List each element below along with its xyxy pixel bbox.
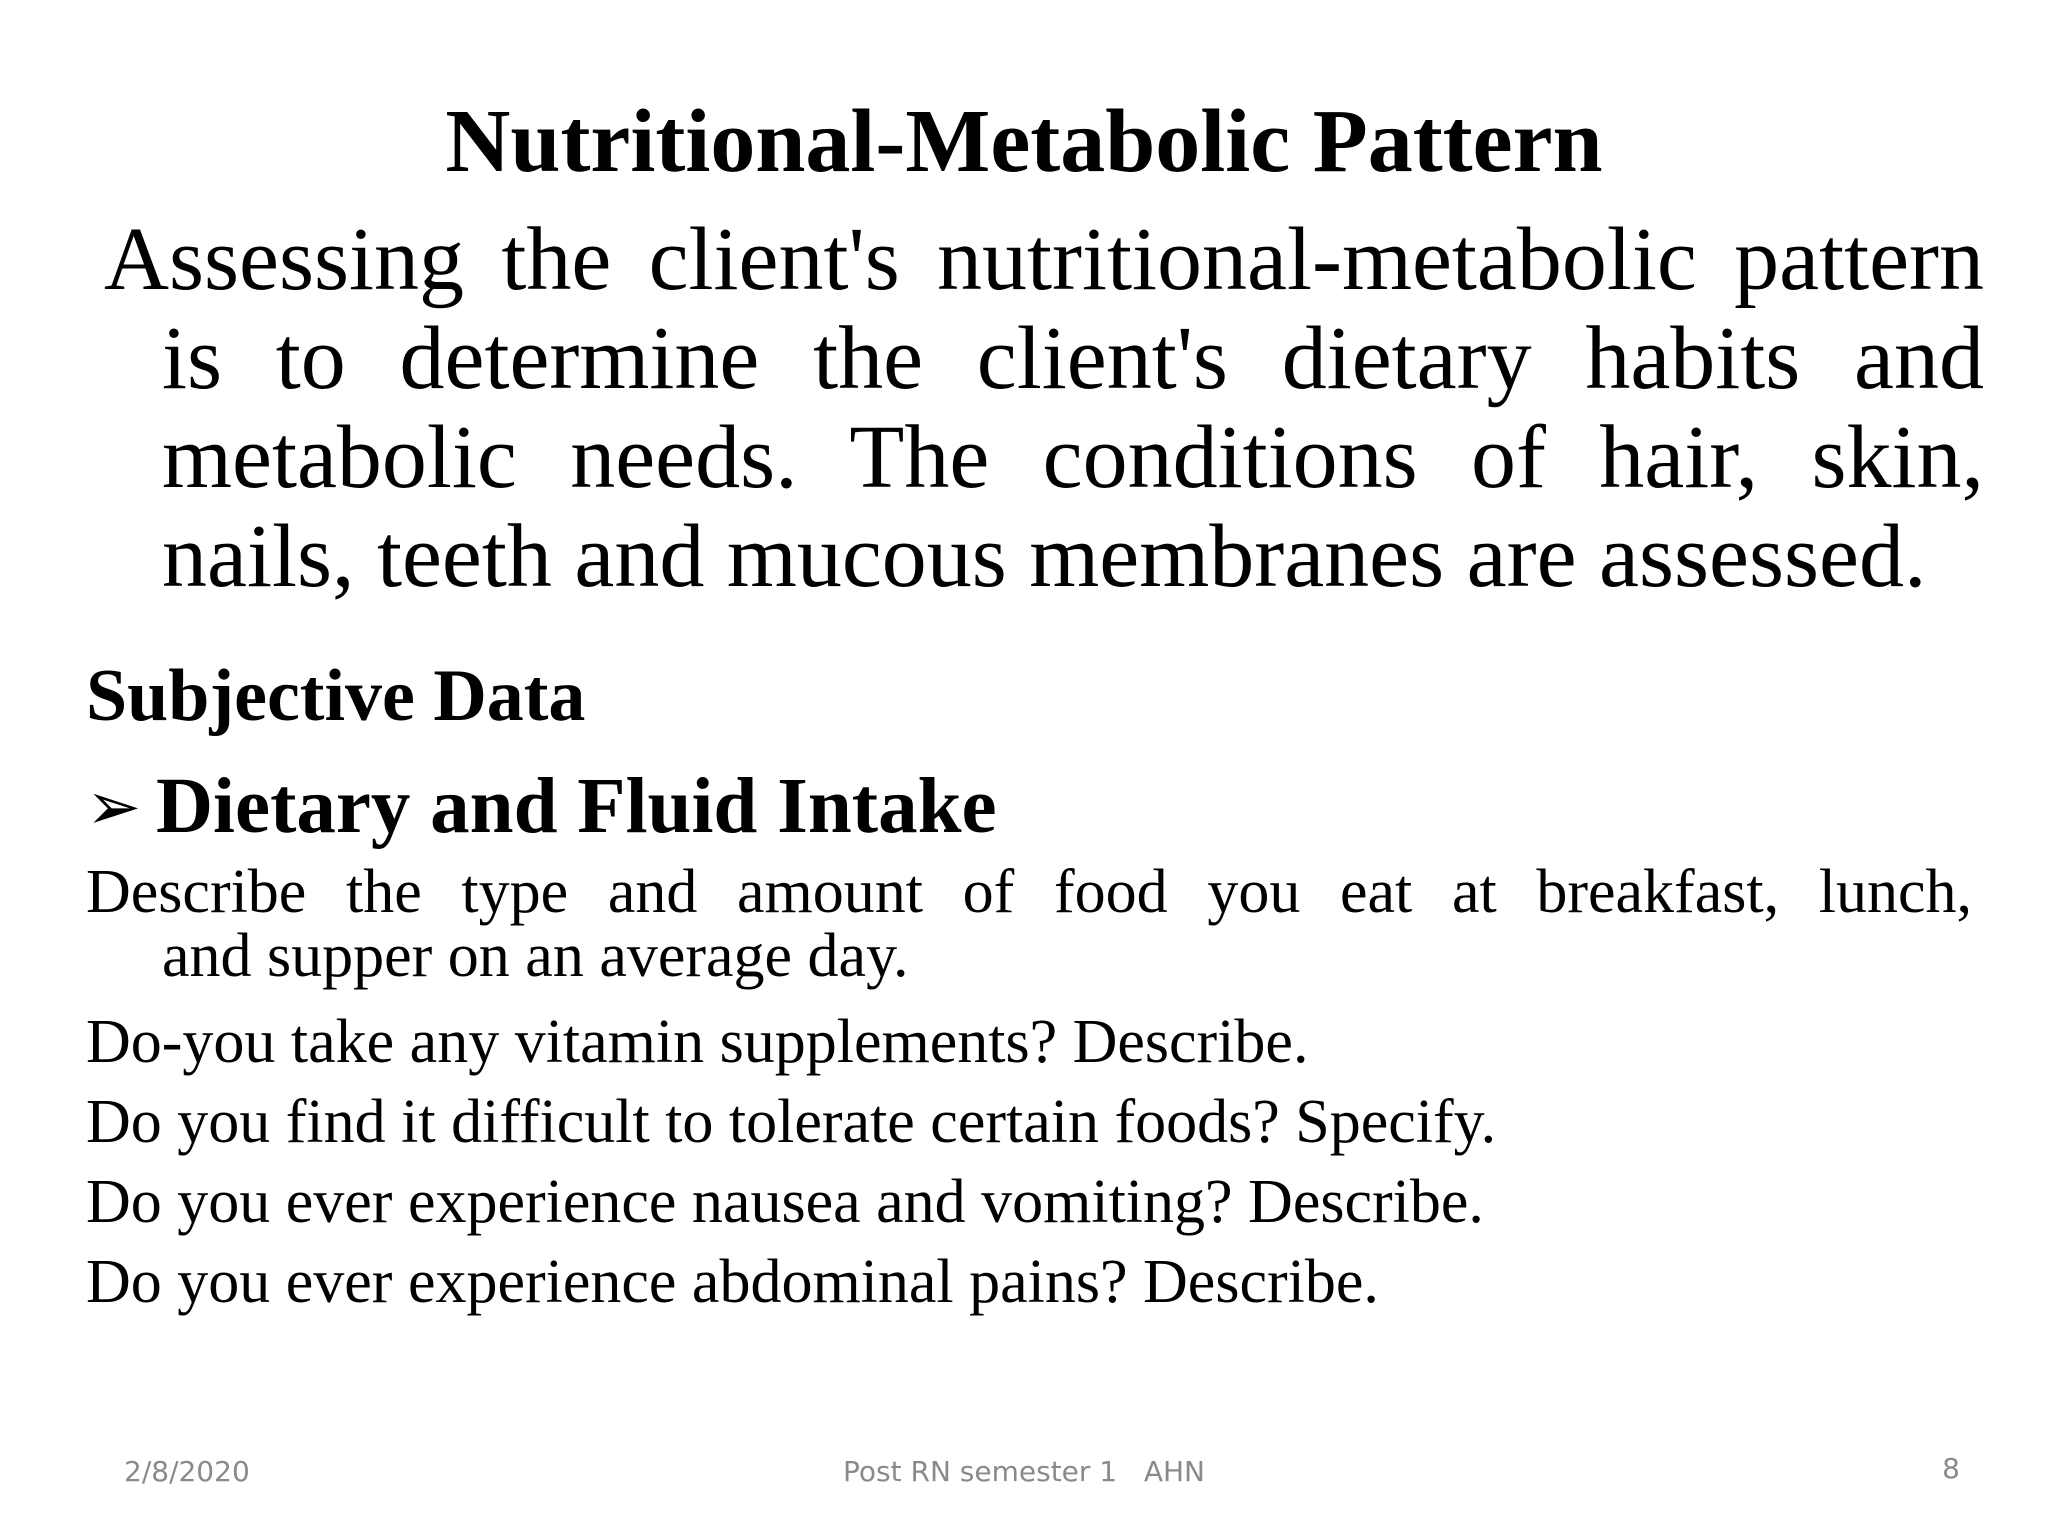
footer-date: 2/8/2020	[124, 1455, 250, 1488]
footer-course: Post RN semester 1 AHN	[843, 1455, 1205, 1488]
question-text: Do you find it difficult to tolerate certain foods? Specify.	[86, 1088, 1497, 1156]
question-item	[86, 1242, 1972, 1322]
page-number: 8	[1942, 1452, 1960, 1485]
arrow-bullet-icon: ➢	[86, 768, 142, 845]
question-item	[86, 860, 1972, 988]
slide-title: Nutritional-Metabolic Pattern	[445, 92, 1603, 191]
intro-line: is to determine the client's dietary habits and	[162, 309, 1984, 408]
intro-line: metabolic needs. The conditions of hair, skin,	[162, 408, 1984, 507]
question-item	[86, 1082, 1972, 1162]
intro-paragraph	[104, 210, 1984, 606]
question-text: Describe the type and amount of food you eat at breakfast, lunch,	[86, 858, 1972, 926]
question-text: Do you ever experience nausea and vomiting? Describe.	[86, 1168, 1484, 1236]
question-item	[86, 1162, 1972, 1242]
question-text-continued: and supper on an average day.	[162, 922, 909, 990]
section-heading: Subjective Data	[86, 655, 586, 737]
bullet-heading-text: Dietary and Fluid Intake	[156, 763, 997, 850]
question-text: Do-you take any vitamin supplements? Describe.	[86, 1008, 1309, 1076]
intro-line: nails, teeth and mucous membranes are assessed.	[162, 507, 1927, 606]
question-list	[86, 860, 1972, 1322]
intro-line: Assessing the client's nutritional-metabolic pattern	[104, 210, 1984, 309]
question-text: Do you ever experience abdominal pains? Describe.	[86, 1248, 1379, 1316]
question-item	[86, 1002, 1972, 1082]
bullet-heading	[86, 762, 997, 852]
